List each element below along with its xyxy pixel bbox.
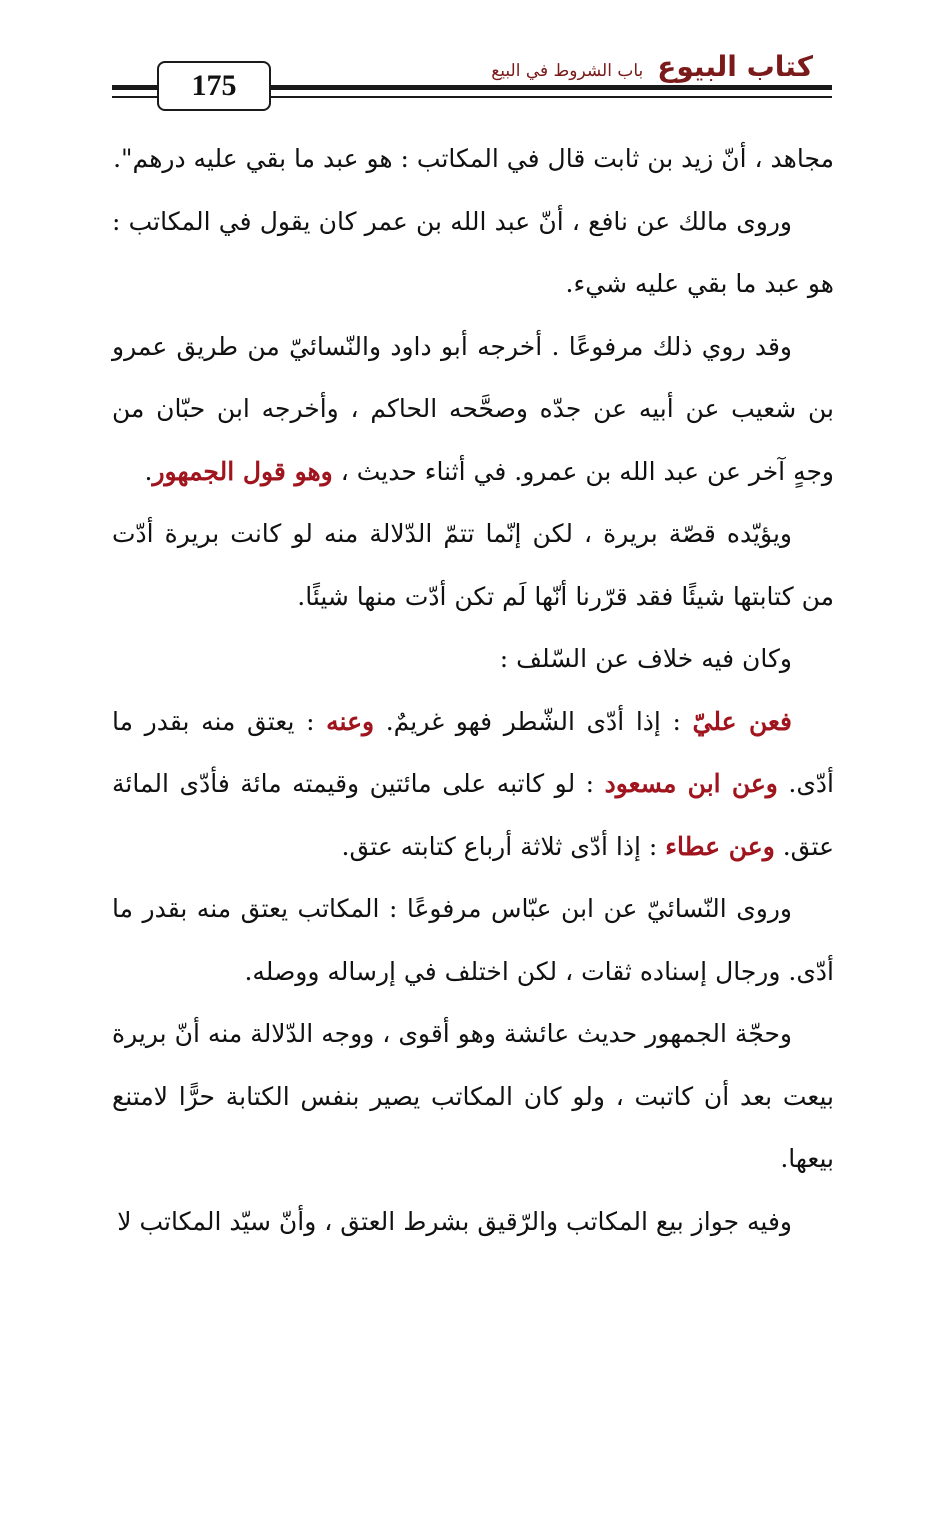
paragraph-3 (112, 316, 834, 504)
paragraph-4: ويؤيّده قصّة بريرة ، لكن إنّما تتمّ الدّلالة منه لو كانت بريرة أدّت من كتابتها شيئًا فقد قرّرنا أنّها لَم تكن أدّت منها شيئًا. (112, 519, 834, 611)
paragraph-3-text: وقد روي ذلك مرفوعًا . أخرجه أبو داود والنّسائيّ من طريق عمرو بن شعيب عن أبيه عن جدّه وصحَّحه الحاكم ، وأخرجه ابن حبّان من وجهٍ آخر عن عبد الله بن عمرو. في أثناء حديث ، (112, 331, 834, 486)
highlight-ata: وعن عطاء (665, 831, 775, 861)
paragraph-6-text-4: : إذا أدّى ثلاثة أرباع كتابته عتق. (341, 831, 666, 861)
highlight-wa-anhu: وعنه (326, 706, 375, 736)
paragraph-7: وروى النّسائيّ عن ابن عبّاس مرفوعًا : المكاتب يعتق منه بقدر ما أدّى. ورجال إسناده ثقات ، لكن اختلف في إرساله ووصله. (112, 894, 834, 986)
highlight-ibn-masud: وعن ابن مسعود (604, 769, 778, 798)
page-number-box (157, 61, 271, 111)
highlight-jumhur: وهو قول الجمهور (152, 456, 333, 486)
paragraph-5: وكان فيه خلاف عن السّلف : (499, 644, 792, 673)
paragraph-6-text-2: : يعتق منه بقدر ما أدّى. (112, 706, 834, 798)
chapter-title: باب الشروط في البيع (491, 61, 644, 81)
body-text (112, 128, 834, 1253)
running-head (491, 50, 813, 83)
paragraph-9: وفيه جواز بيع المكاتب والرّقيق بشرط العتق ، وأنّ سيّد المكاتب لا (117, 1206, 792, 1236)
paragraph-3-end: . (144, 456, 153, 486)
page-number: 175 (191, 69, 237, 102)
paragraph-8: وحجّة الجمهور حديث عائشة وهو أقوى ، ووجه الدّلالة منه أنّ بريرة بيعت بعد أن كاتبت ، ولو كان المكاتب يصير بنفس الكتابة حرًّا لامتنع بيعها. (112, 1019, 834, 1173)
paragraph-6-text-1: : إذا أدّى الشّطر فهو غريمٌ. (374, 706, 693, 736)
paragraph-6-text-3: : لو كاتبه على مائتين وقيمته مائة فأدّى المائة عتق. (112, 769, 834, 861)
paragraph-2: وروى مالك عن نافع ، أنّ عبد الله بن عمر كان يقول في المكاتب : هو عبد ما بقي عليه شيء. (112, 206, 834, 298)
book-title: كتاب البيوع (657, 50, 813, 83)
page-header (0, 0, 945, 115)
paragraph-1: مجاهد ، أنّ زيد بن ثابت قال في المكاتب : هو عبد ما بقي عليه درهم". (113, 144, 834, 173)
highlight-ali: فعن عليّ (692, 706, 792, 736)
paragraph-6 (112, 691, 834, 879)
